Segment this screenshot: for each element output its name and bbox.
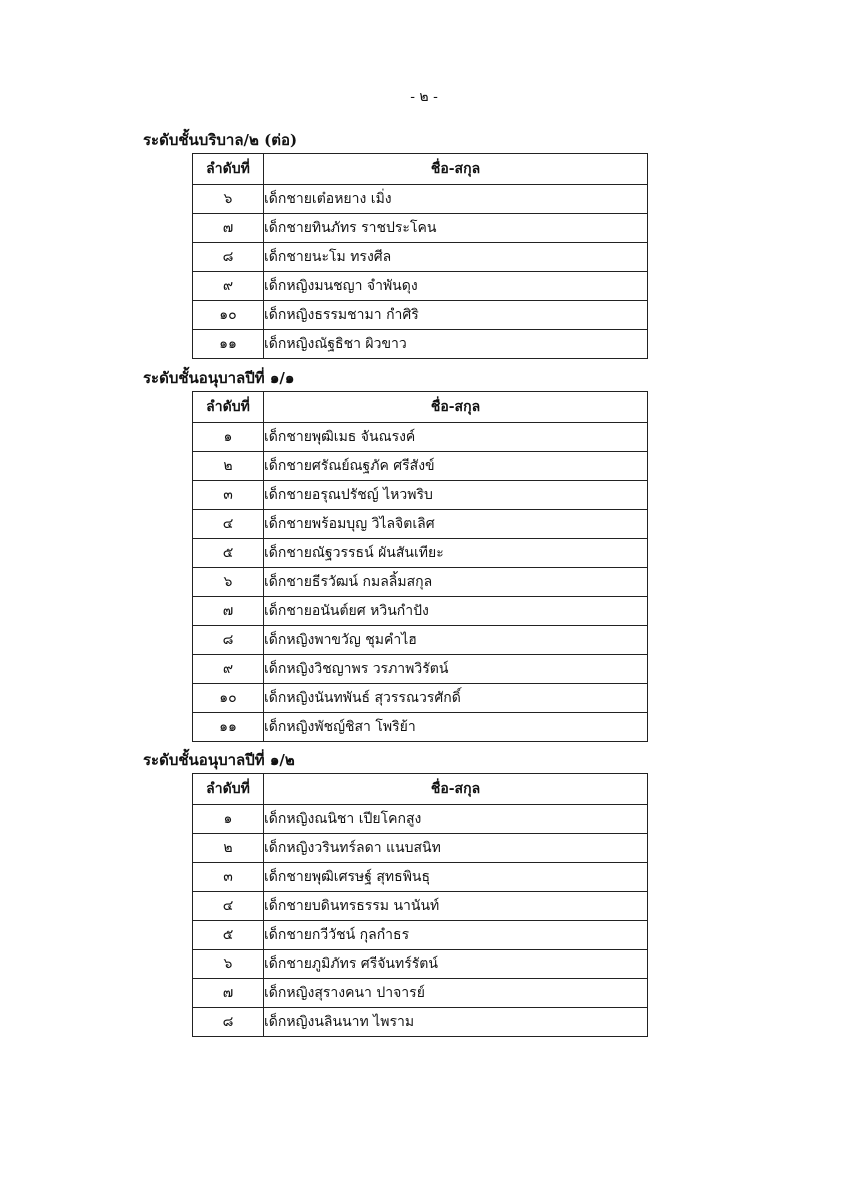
table-header-row <box>193 154 648 185</box>
table-row <box>193 626 648 655</box>
table-row <box>193 950 648 979</box>
row-number: ๓ <box>193 481 264 510</box>
roster-table <box>192 153 648 359</box>
column-header-name: ชื่อ-สกุล <box>264 392 648 423</box>
row-number: ๗ <box>193 597 264 626</box>
table-row <box>193 655 648 684</box>
column-header-number: ลำดับที่ <box>193 774 264 805</box>
row-number: ๕ <box>193 921 264 950</box>
table-row <box>193 510 648 539</box>
row-name: เด็กหญิงวรินทร์ลดา แนบสนิท <box>264 834 648 863</box>
row-number: ๖ <box>193 950 264 979</box>
table-row <box>193 185 648 214</box>
row-number: ๒ <box>193 452 264 481</box>
row-name: เด็กชายบดินทรธรรม นานันท์ <box>264 892 648 921</box>
row-number: ๗ <box>193 979 264 1008</box>
table-row <box>193 979 648 1008</box>
table-row <box>193 243 648 272</box>
row-name: เด็กหญิงณัฐธิชา ผิวขาว <box>264 330 648 359</box>
table-header-row <box>193 392 648 423</box>
row-number: ๕ <box>193 539 264 568</box>
row-number: ๖ <box>193 568 264 597</box>
row-number: ๒ <box>193 834 264 863</box>
table-row <box>193 597 648 626</box>
table-header-row <box>193 774 648 805</box>
section-heading: ระดับชั้นอนุบาลปีที่ ๑/๑ <box>143 369 295 387</box>
row-name: เด็กหญิงพาขวัญ ชุมคำไฮ <box>264 626 648 655</box>
roster-table <box>192 391 648 742</box>
row-name: เด็กชายกวีวัชน์ กุลกำธร <box>264 921 648 950</box>
table-row <box>193 272 648 301</box>
row-name: เด็กชายอรุณปรัชญ์ ไหวพริบ <box>264 481 648 510</box>
table-row <box>193 713 648 742</box>
row-number: ๖ <box>193 185 264 214</box>
row-name: เด็กชายธีรวัฒน์ กมลลิ้มสกุล <box>264 568 648 597</box>
row-name: เด็กชายทินภัทร ราชประโคน <box>264 214 648 243</box>
column-header-number: ลำดับที่ <box>193 392 264 423</box>
row-name: เด็กชายภูมิภัทร ศรีจันทร์รัตน์ <box>264 950 648 979</box>
page-number: - ๒ - <box>410 89 438 105</box>
row-number: ๑๑ <box>193 713 264 742</box>
row-number: ๙ <box>193 655 264 684</box>
table-row <box>193 330 648 359</box>
table-row <box>193 1008 648 1037</box>
row-name: เด็กหญิงธรรมชามา กำศิริ <box>264 301 648 330</box>
row-number: ๘ <box>193 243 264 272</box>
row-name: เด็กหญิงณนิชา เปียโคกสูง <box>264 805 648 834</box>
table-row <box>193 863 648 892</box>
row-name: เด็กชายเต๋อหยาง เมิ่ง <box>264 185 648 214</box>
table-row <box>193 539 648 568</box>
table-row <box>193 921 648 950</box>
table-row <box>193 805 648 834</box>
column-header-name: ชื่อ-สกุล <box>264 774 648 805</box>
row-number: ๑๐ <box>193 301 264 330</box>
column-header-number: ลำดับที่ <box>193 154 264 185</box>
row-name: เด็กชายพุฒิเศรษฐ์ สุทธพินธุ <box>264 863 648 892</box>
table-row <box>193 423 648 452</box>
table-row <box>193 481 648 510</box>
row-number: ๓ <box>193 863 264 892</box>
table-row <box>193 684 648 713</box>
row-name: เด็กชายนะโม ทรงศีล <box>264 243 648 272</box>
row-name: เด็กหญิงพัชญ์ชิสา โพริย้า <box>264 713 648 742</box>
row-number: ๙ <box>193 272 264 301</box>
row-number: ๑๐ <box>193 684 264 713</box>
row-number: ๔ <box>193 892 264 921</box>
row-name: เด็กหญิงนันทพันธ์ สุวรรณวรศักดิ์ <box>264 684 648 713</box>
row-number: ๗ <box>193 214 264 243</box>
row-name: เด็กหญิงมนชญา จำพันดุง <box>264 272 648 301</box>
section-heading: ระดับชั้นบริบาล/๒ (ต่อ) <box>143 131 298 149</box>
table-row <box>193 892 648 921</box>
table-row <box>193 452 648 481</box>
row-name: เด็กหญิงวิชญาพร วรภาพวิรัตน์ <box>264 655 648 684</box>
row-number: ๑๑ <box>193 330 264 359</box>
table-row <box>193 834 648 863</box>
row-name: เด็กหญิงนลินนาท ไพราม <box>264 1008 648 1037</box>
table-row <box>193 301 648 330</box>
row-number: ๘ <box>193 1008 264 1037</box>
row-number: ๑ <box>193 805 264 834</box>
roster-table <box>192 773 648 1037</box>
table-row <box>193 214 648 243</box>
row-number: ๔ <box>193 510 264 539</box>
section-heading: ระดับชั้นอนุบาลปีที่ ๑/๒ <box>143 751 295 769</box>
row-name: เด็กชายศรัณย์ณฐภัค ศรีสังข์ <box>264 452 648 481</box>
row-number: ๑ <box>193 423 264 452</box>
table-row <box>193 568 648 597</box>
row-name: เด็กชายณัฐวรรธน์ ผันสันเทียะ <box>264 539 648 568</box>
row-name: เด็กชายพร้อมบุญ วิไลจิตเลิศ <box>264 510 648 539</box>
row-name: เด็กชายพุฒิเมธ จันณรงค์ <box>264 423 648 452</box>
row-name: เด็กหญิงสุรางคนา ปาจารย์ <box>264 979 648 1008</box>
row-number: ๘ <box>193 626 264 655</box>
column-header-name: ชื่อ-สกุล <box>264 154 648 185</box>
row-name: เด็กชายอนันต์ยศ หวินกำปัง <box>264 597 648 626</box>
